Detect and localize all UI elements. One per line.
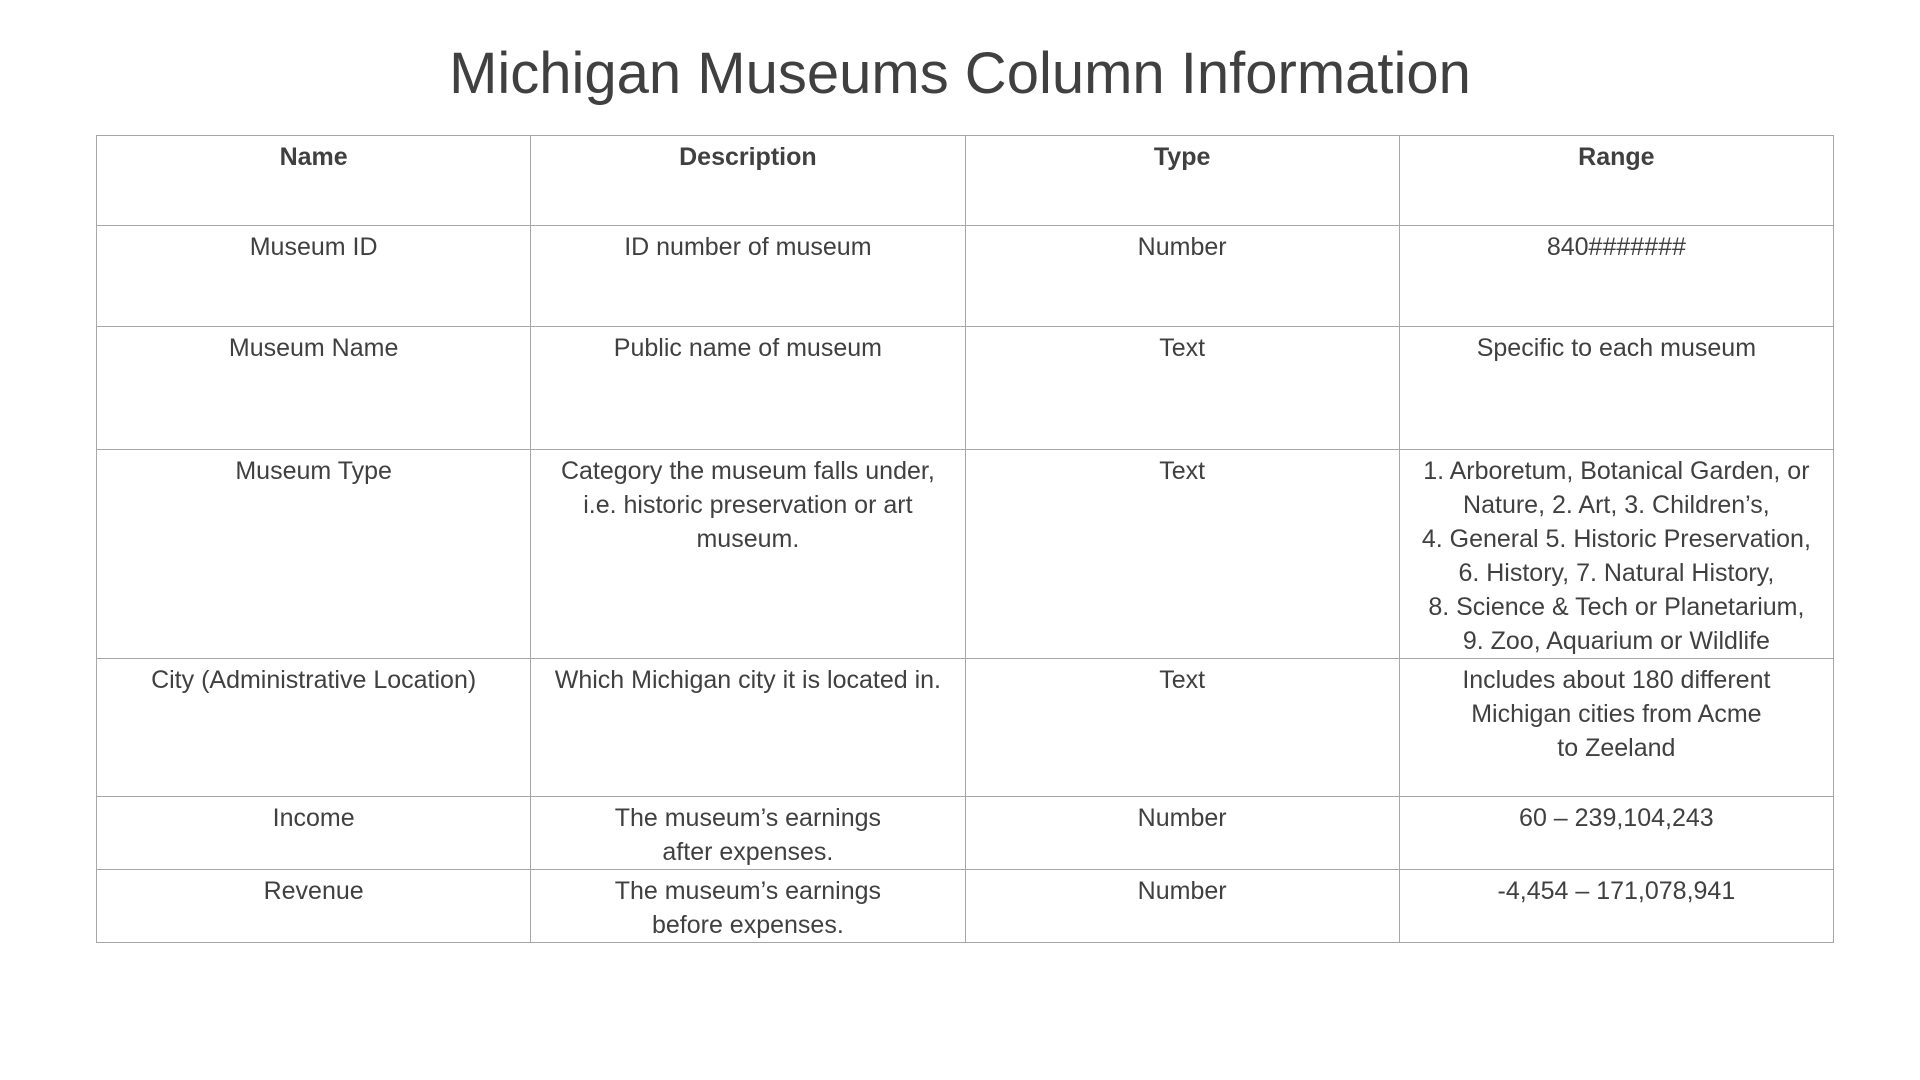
table-row bbox=[97, 327, 1834, 450]
table-row bbox=[97, 797, 1834, 870]
cell-type: Text bbox=[965, 659, 1399, 797]
cell-type: Text bbox=[965, 450, 1399, 659]
cell-name: City (Administrative Location) bbox=[97, 659, 531, 797]
header-type: Type bbox=[965, 136, 1399, 226]
table-row bbox=[97, 870, 1834, 943]
table-row bbox=[97, 450, 1834, 659]
cell-description: Public name of museum bbox=[531, 327, 965, 450]
column-info-table bbox=[96, 135, 1834, 943]
cell-name: Revenue bbox=[97, 870, 531, 943]
cell-description: Category the museum falls under, i.e. historic preservation or art museum. bbox=[531, 450, 965, 659]
table-header-row bbox=[97, 136, 1834, 226]
page-title: Michigan Museums Column Information bbox=[449, 41, 1471, 106]
cell-description: Which Michigan city it is located in. bbox=[531, 659, 965, 797]
header-name: Name bbox=[97, 136, 531, 226]
header-description: Description bbox=[531, 136, 965, 226]
cell-range: 60 – 239,104,243 bbox=[1399, 797, 1833, 870]
cell-type: Text bbox=[965, 327, 1399, 450]
table-row bbox=[97, 659, 1834, 797]
cell-range: -4,454 – 171,078,941 bbox=[1399, 870, 1833, 943]
cell-name: Museum Name bbox=[97, 327, 531, 450]
cell-type: Number bbox=[965, 797, 1399, 870]
cell-description: The museum’s earnings after expenses. bbox=[531, 797, 965, 870]
header-range: Range bbox=[1399, 136, 1833, 226]
cell-type: Number bbox=[965, 226, 1399, 327]
cell-range: 840####### bbox=[1399, 226, 1833, 327]
cell-range: 1. Arboretum, Botanical Garden, or Nature, 2. Art, 3. Children’s, 4. General 5. Historic Preservation, 6. History, 7. Natural History, 8. Science & Tech or Planetarium, 9. Zoo, Aquarium or Wildlife bbox=[1399, 450, 1833, 659]
cell-range: Specific to each museum bbox=[1399, 327, 1833, 450]
cell-description: The museum’s earnings before expenses. bbox=[531, 870, 965, 943]
cell-type: Number bbox=[965, 870, 1399, 943]
cell-description: ID number of museum bbox=[531, 226, 965, 327]
cell-name: Museum Type bbox=[97, 450, 531, 659]
cell-range: Includes about 180 different Michigan cities from Acme to Zeeland bbox=[1399, 659, 1833, 797]
table-row bbox=[97, 226, 1834, 327]
cell-name: Museum ID bbox=[97, 226, 531, 327]
cell-name: Income bbox=[97, 797, 531, 870]
